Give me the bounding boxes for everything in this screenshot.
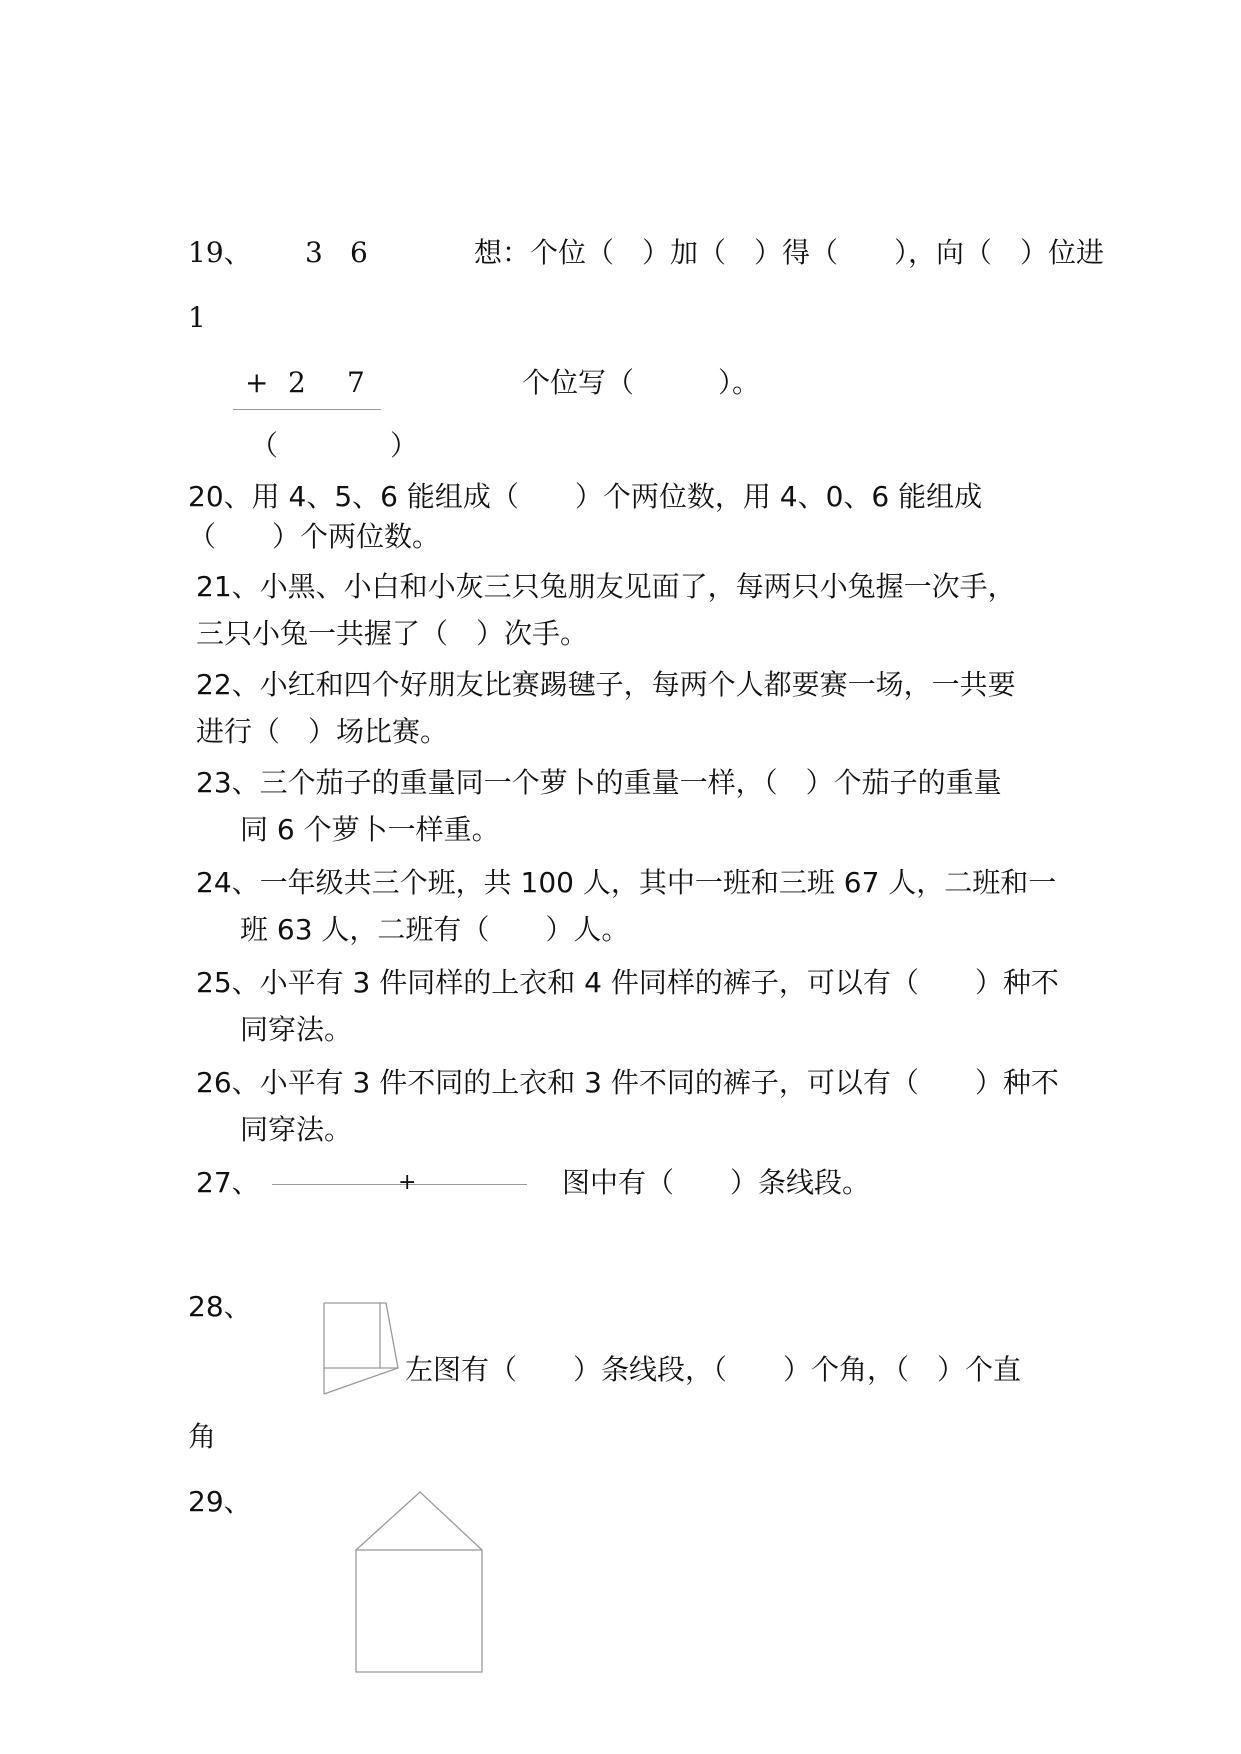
- q19-answer-blank: （ ）: [250, 429, 419, 462]
- q25-line1: 25、小平有 3 件同样的上衣和 4 件同样的裤子，可以有（ ）种不: [196, 966, 1059, 999]
- q24-line2: 班 63 人，二班有（ ）人。: [240, 913, 630, 946]
- q28-question-text: 左图有（ ）条线段，（ ）个角，（ ）个直: [405, 1353, 1022, 1386]
- q19-hint-text: 想：个位（ ）加（ ）得（ ），向（ ）位进: [474, 236, 1105, 269]
- q19-addend2-ones: 7: [347, 366, 365, 399]
- q21-line2: 三只小兔一共握了（ ）次手。: [196, 617, 589, 650]
- q27-point-mark: +: [398, 1170, 417, 1195]
- q24-line1: 24、一年级共三个班，共 100 人，其中一班和三班 67 人，二班和一: [196, 866, 1057, 899]
- q23-line1: 23、三个茄子的重量同一个萝卜的重量一样，（ ）个茄子的重量: [196, 766, 1002, 799]
- q23-line2: 同 6 个萝卜一样重。: [240, 813, 500, 846]
- q22-line1: 22、小红和四个好朋友比赛踢毽子，每两个人都要赛一场，一共要: [196, 668, 1016, 701]
- q27-number: 27、: [196, 1166, 260, 1199]
- q20-line1: 20、用 4、5、6 能组成（ ）个两位数，用 4、0、6 能组成: [188, 480, 983, 513]
- q19-sum-rule: [233, 409, 381, 410]
- q29-number: 29、: [188, 1485, 252, 1518]
- q20-line2: （ ）个两位数。: [188, 520, 441, 553]
- q19-addend1-tens: 3: [305, 236, 323, 269]
- q19-hint-wrap: 1: [188, 301, 206, 334]
- q21-line1: 21、小黑、小白和小灰三只兔朋友见面了，每两只小兔握一次手，: [196, 570, 1016, 603]
- q26-line1: 26、小平有 3 件不同的上衣和 3 件不同的裤子，可以有（ ）种不: [196, 1066, 1059, 1099]
- q22-line2: 进行（ ）场比赛。: [196, 715, 449, 748]
- q28-figure: [310, 1290, 410, 1400]
- q26-line2: 同穿法。: [240, 1113, 353, 1146]
- q19-plus-sign: +: [245, 366, 269, 399]
- q25-line2: 同穿法。: [240, 1013, 353, 1046]
- q19-number: 19、: [188, 236, 252, 269]
- q19-addend2-tens: 2: [288, 366, 306, 399]
- q28-number: 28、: [188, 1290, 252, 1323]
- q29-house-figure: [350, 1490, 490, 1680]
- q19-addend1-ones: 6: [350, 236, 368, 269]
- q28-question-wrap: 角: [188, 1420, 217, 1453]
- q19-ones-write-text: 个位写（ ）。: [522, 366, 761, 399]
- q27-question-text: 图中有（ ）条线段。: [562, 1166, 871, 1199]
